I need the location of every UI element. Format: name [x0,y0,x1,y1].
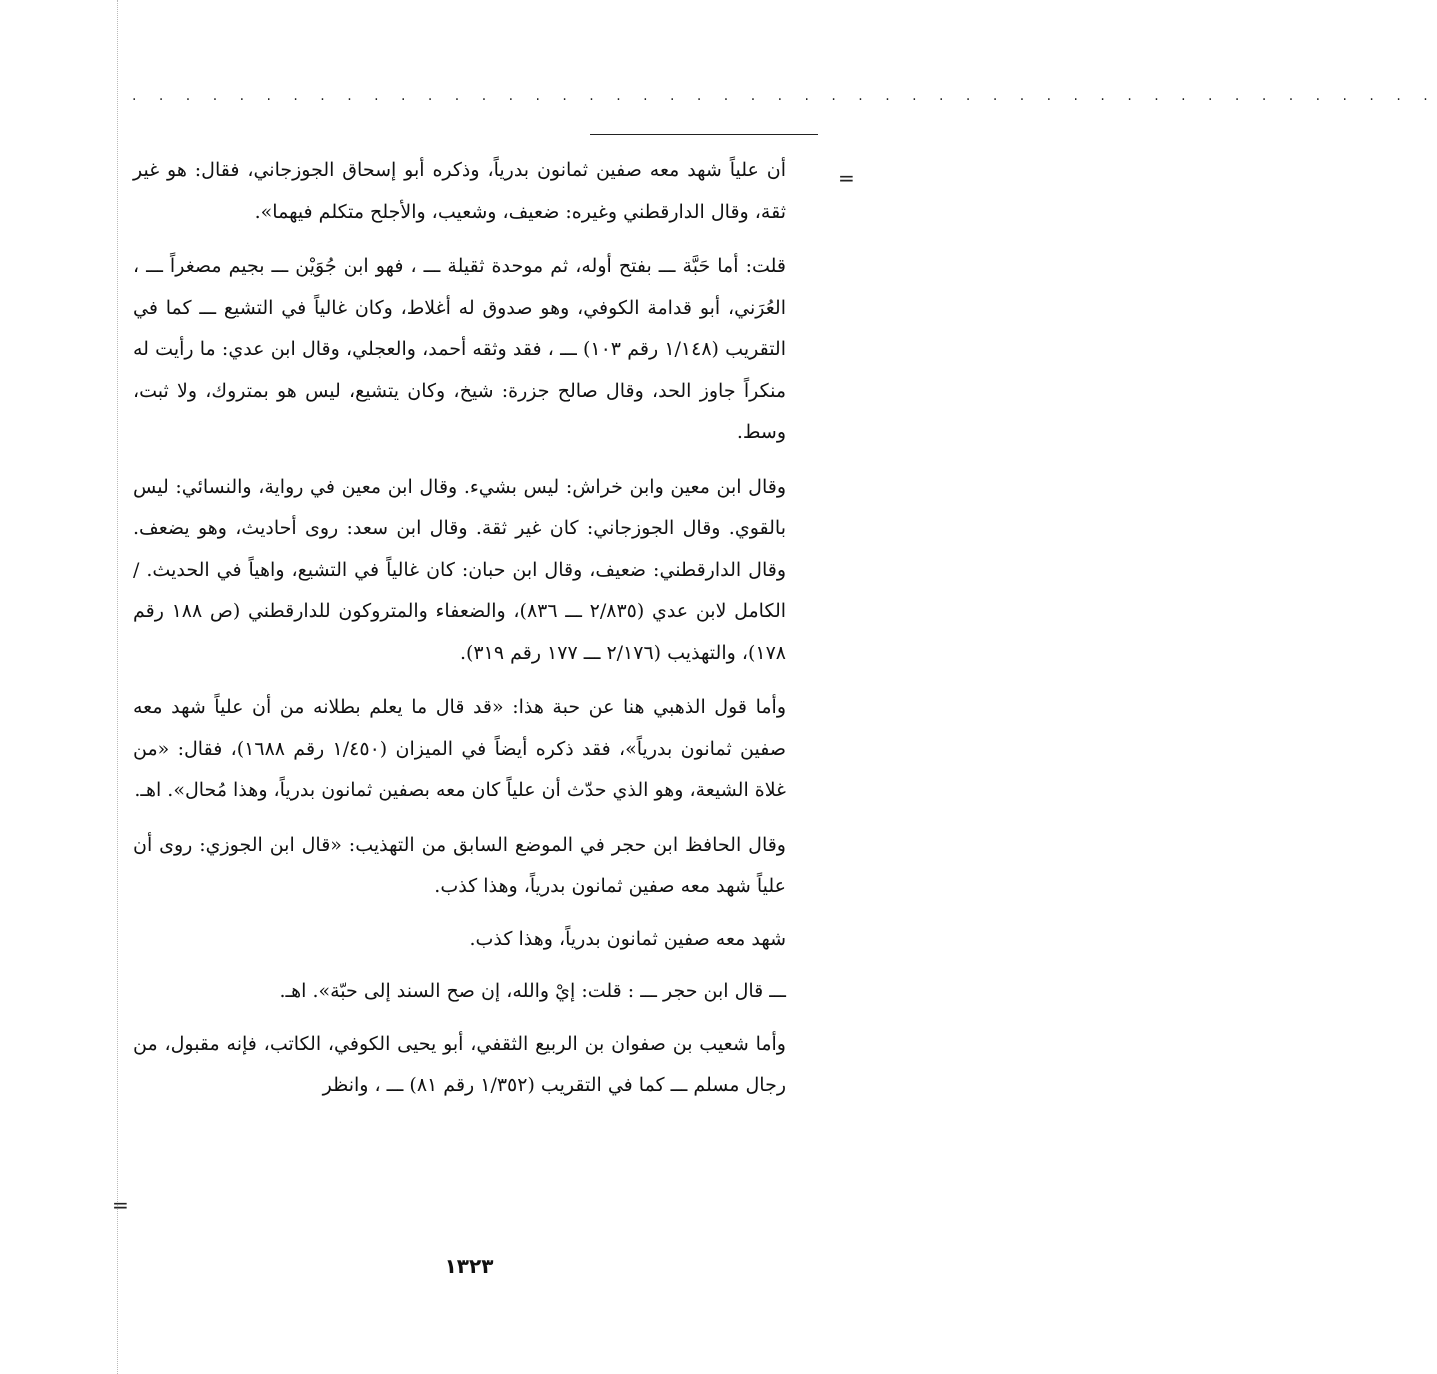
continuation-mark-bottom: = [112,1193,129,1217]
header-dotted-line: . . . . . . . . . . . . . . . . . . . . . . . . . . . . . . . . . . . . . . . . . . . . . . . . . [132,88,1437,104]
continuation-mark-top: = [838,166,855,190]
paragraph: وأما قول الذهبي هنا عن حبة هذا: «قد قال ما يعلم بطلانه من أن علياً شهد معه صفين ثمانون بدرياً»، فقد ذكره أيضاً في الميزان (١/٤٥٠ رقم ١٦٨٨)، فقال: «من غلاة الشيعة، وهو الذي حدّث أن علياً كان معه بصفين ثمانون بدرياً، وهذا مُحال». اهـ. [133,696,786,801]
paragraph: شهد معه صفين ثمانون بدرياً، وهذا كذب. [469,927,786,950]
paragraph: قلت: أما حَبَّة ـــ بفتح أوله، ثم موحدة ثقيلة ـــ ، فهو ابن جُوَيْن ـــ بجيم مصغراً ـــ ، العُرَني، أبو قدامة الكوفي، وهو صدوق له أغلاط، وكان غالياً في التشيع ـــ كما في التقريب (١/١٤٨ رقم ١٠٣) ـــ ، فقد وثقه أحمد، والعجلي، وقال ابن عدي: ما رأيت له منكراً جاوز الحد، وقال صالح جزرة: شيخ، وكان يتشيع، ليس هو بمتروك، ولا ثبت، وسط. [133,255,786,443]
paragraph: أن علياً شهد معه صفين ثمانون بدرياً، وذكره أبو إسحاق الجوزجاني، فقال: هو غير ثقة، وقال الدارقطني وغيره: ضعيف، وشعيب، والأجلح متكلم فيهما». [133,159,786,223]
footnote-separator-rule [590,134,818,135]
paragraph: وقال ابن معين وابن خراش: ليس بشيء. وقال ابن معين في رواية، والنسائي: ليس بالقوي. وقال الجوزجاني: كان غير ثقة. وقال ابن سعد: روى أحاديث، وهو يضعف. وقال الدارقطني: ضعيف، وقال ابن حبان: كان غالياً في التشيع، واهياً في الحديث. / الكامل لابن عدي (٢/٨٣٥ ـــ ٨٣٦)، والضعفاء والمتروكون للدارقطني (ص ١٨٨ رقم ١٧٨)، والتهذيب (٢/١٧٦ ـــ ١٧٧ رقم ٣١٩). [133,475,787,664]
margin-guide-line [117,0,118,1374]
paragraph: وأما شعيب بن صفوان بن الربيع الثقفي، أبو يحيى الكوفي، الكاتب، فإنه مقبول، من رجال مسلم ـــ كما في التقريب (١/٣٥٢ رقم ٨١) ـــ ، وانظر [133,1032,786,1096]
page-number: ١٣٢٣ [444,1254,494,1278]
footnote-body [133,150,786,1120]
paragraph: ـــ قال ابن حجر ـــ : قلت: إيْ والله، إن صح السند إلى حبّة». اهـ. [279,980,786,1002]
paragraph: وقال الحافظ ابن حجر في الموضع السابق من التهذيب: «قال ابن الجوزي: روى أن علياً شهد معه صفين ثمانون بدرياً، وهذا كذب. [133,833,786,897]
